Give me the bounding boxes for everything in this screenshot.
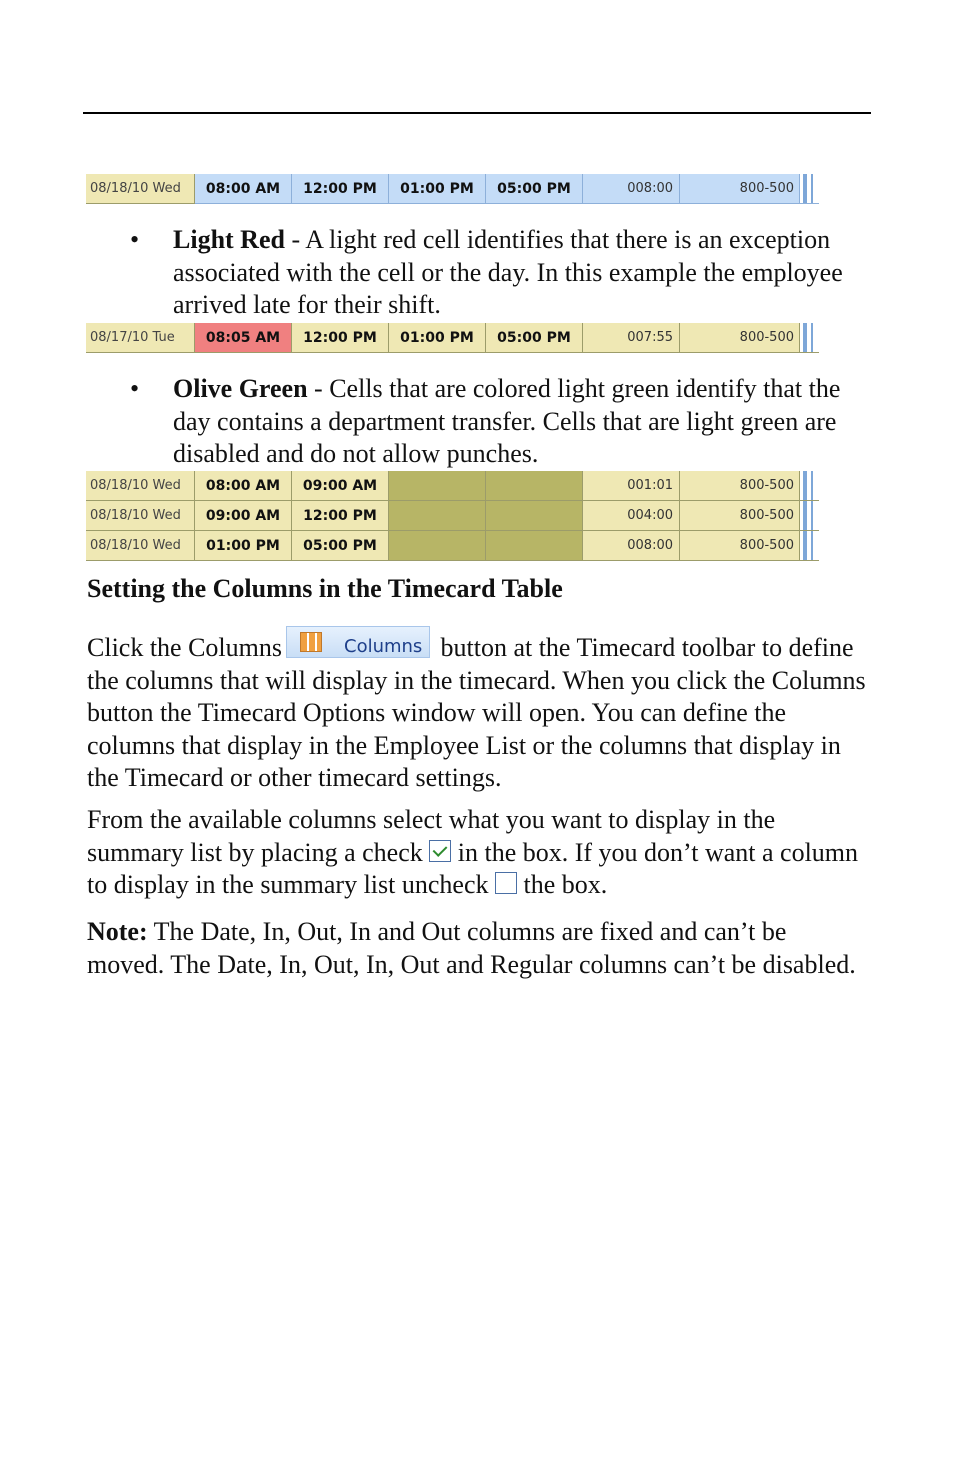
bullet-term: Light Red — [173, 225, 285, 254]
unchecked-checkbox-icon — [495, 872, 517, 894]
paragraph-checkbox — [87, 804, 867, 902]
table-row[interactable] — [86, 471, 822, 501]
regular-hours-cell[interactable]: 007:55 — [583, 323, 680, 353]
date-cell[interactable]: 08/18/10 Wed — [86, 174, 195, 204]
table-row[interactable] — [86, 323, 822, 353]
header-rule — [83, 112, 871, 114]
para-text: Click the Columns — [87, 633, 282, 662]
timecard-example-green — [86, 471, 822, 561]
table-row[interactable] — [86, 501, 822, 531]
row-scroll-edge — [800, 471, 819, 501]
timecard-example-red — [86, 323, 822, 353]
out-cell[interactable]: 09:00 AM — [292, 471, 389, 501]
para-text: From the available columns select what you want to display in the summary list by placing a check — [87, 805, 776, 867]
disabled-cell — [389, 501, 486, 531]
out-cell[interactable]: 05:00 PM — [486, 323, 583, 353]
columns-button-label: Columns — [344, 636, 423, 657]
bullet-dot: • — [130, 374, 140, 403]
paragraph-note — [87, 916, 867, 981]
bullet-text: - A light red cell identifies that there is an exception associated with the cell or the day. In this example the employee arrived late for their shift. — [173, 225, 843, 319]
disabled-cell — [486, 531, 583, 561]
paragraph-columns — [87, 626, 867, 795]
bullet-term: Olive Green — [173, 374, 308, 403]
disabled-cell — [486, 501, 583, 531]
row-scroll-edge — [800, 501, 819, 531]
in-cell[interactable]: 08:00 AM — [195, 471, 292, 501]
in-cell-exception[interactable]: 08:05 AM — [195, 323, 292, 353]
date-cell[interactable]: 08/17/10 Tue — [86, 323, 195, 353]
note-text: The Date, In, Out, In and Out columns are fixed and can’t be moved. The Date, In, Out, In, Out and Regular columns can’t be disabled. — [87, 917, 856, 979]
schedule-cell[interactable]: 800-500 — [680, 471, 800, 501]
columns-button[interactable] — [286, 626, 430, 658]
schedule-cell[interactable]: 800-500 — [680, 531, 800, 561]
out-cell[interactable]: 05:00 PM — [486, 174, 583, 204]
section-heading: Setting the Columns in the Timecard Table — [87, 574, 563, 603]
disabled-cell — [389, 471, 486, 501]
bullet-dot: • — [130, 225, 140, 254]
in-cell[interactable]: 01:00 PM — [389, 323, 486, 353]
date-cell[interactable]: 08/18/10 Wed — [86, 531, 195, 561]
bullet-text: - Cells that are colored light green identify that the day contains a department transfer. Cells that are light green are disabled and do not allow punches. — [173, 374, 841, 468]
regular-hours-cell[interactable]: 008:00 — [583, 531, 680, 561]
in-cell[interactable]: 09:00 AM — [195, 501, 292, 531]
out-cell[interactable]: 12:00 PM — [292, 174, 389, 204]
out-cell[interactable]: 05:00 PM — [292, 531, 389, 561]
schedule-cell[interactable]: 800-500 — [680, 501, 800, 531]
in-cell[interactable]: 01:00 PM — [195, 531, 292, 561]
note-label: Note: — [87, 917, 148, 946]
row-scroll-edge — [800, 174, 819, 204]
date-cell[interactable]: 08/18/10 Wed — [86, 471, 195, 501]
timecard-example-blue — [86, 174, 822, 204]
schedule-cell[interactable]: 800-500 — [680, 323, 800, 353]
in-cell[interactable]: 08:00 AM — [195, 174, 292, 204]
bullet-light-red — [130, 224, 870, 322]
row-scroll-edge — [800, 323, 819, 353]
disabled-cell — [389, 531, 486, 561]
disabled-cell — [486, 471, 583, 501]
table-row[interactable] — [86, 174, 822, 204]
in-cell[interactable]: 01:00 PM — [389, 174, 486, 204]
table-row[interactable] — [86, 531, 822, 561]
schedule-cell[interactable]: 800-500 — [680, 174, 800, 204]
regular-hours-cell[interactable]: 001:01 — [583, 471, 680, 501]
regular-hours-cell[interactable]: 004:00 — [583, 501, 680, 531]
columns-icon — [300, 632, 322, 652]
bullet-olive-green — [130, 373, 870, 471]
out-cell[interactable]: 12:00 PM — [292, 323, 389, 353]
out-cell[interactable]: 12:00 PM — [292, 501, 389, 531]
row-scroll-edge — [800, 531, 819, 561]
date-cell[interactable]: 08/18/10 Wed — [86, 501, 195, 531]
para-text: button at the Timecard toolbar to define the columns that will display in the timecard. When you click the Columns button the Timecard Options window will open. You can define the columns that display in the Employee List or the columns that display in the Timecard or other timecard settings. — [87, 633, 866, 793]
regular-hours-cell[interactable]: 008:00 — [583, 174, 680, 204]
para-text: in the box. If you don’t want a column to display in the summary list uncheck — [87, 837, 859, 900]
para-text: the box. — [517, 870, 608, 900]
checked-checkbox-icon — [429, 840, 451, 862]
